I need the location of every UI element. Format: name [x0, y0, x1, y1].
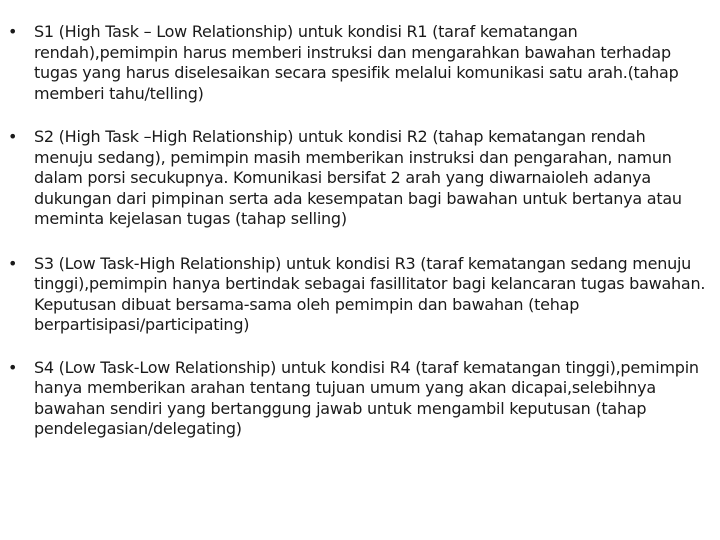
- bullet-text-s4: S4 (Low Task-Low Relationship) untuk kondisi R4 (taraf kematangan tinggi),pemimpin hanya memberikan arahan tentang tujuan umum yang akan dicapai,selebihnya bawahan sendiri yang bertanggung jawab untuk mengambil keputusan (tahap pendelegasian/delegating): [34, 357, 699, 438]
- bullet-item-s3: [0, 254, 720, 336]
- bullet-icon: •: [8, 253, 18, 273]
- bullet-icon: •: [8, 127, 18, 146]
- bullet-text-s2: S2 (High Task –High Relationship) untuk kondisi R2 (tahap kematangan rendah menuju sedang), pemimpin masih memberikan instruksi dan pengarahan, namun dalam porsi secukupnya. Komunikasi bersifat 2 arah yang diwarnaioleh adanya dukungan dari pimpinan serta ada kesempatan bagi bawahan untuk bertanya atau meminta kejelasan tugas (tahap selling): [34, 127, 682, 228]
- bullet-text-s1: S1 (High Task – Low Relationship) untuk kondisi R1 (taraf kematangan rendah),pemimpin harus memberi instruksi dan mengarahkan bawahan terhadap tugas yang harus diselesaikan secara spesifik melalui komunikasi satu arah.(tahap memberi tahu/telling): [34, 22, 679, 103]
- bullet-item-s2: [0, 127, 720, 230]
- bullet-item-s4: [0, 358, 720, 440]
- bullet-icon: •: [8, 22, 18, 41]
- bullet-list: [0, 22, 720, 440]
- bullet-text-s3: S3 (Low Task-High Relationship) untuk kondisi R3 (taraf kematangan sedang menuju tinggi),pemimpin hanya bertindak sebagai fasillitator bagi kelancaran tugas bawahan. Keputusan dibuat bersama-sama oleh pemimpin dan bawahan (tehap berpartisipasi/participating): [34, 253, 706, 334]
- bullet-item-s1: [0, 22, 720, 104]
- bullet-icon: •: [8, 357, 18, 377]
